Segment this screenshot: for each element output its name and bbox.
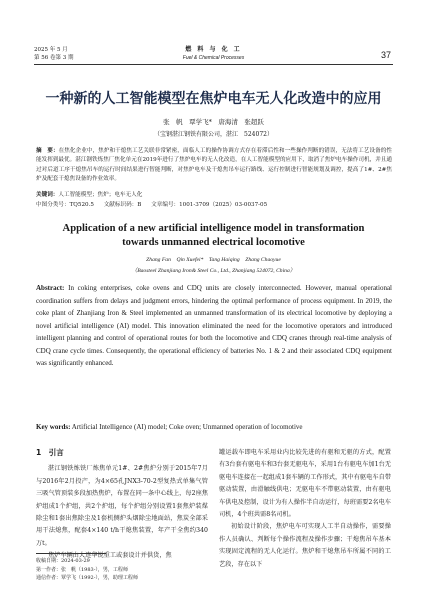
volume-issue: 第 56 卷第 3 期 xyxy=(34,55,74,61)
abstract-en xyxy=(36,282,392,370)
body-paragraph: 焦炉车辆由大连华锐重工或套设计并供货，焦 xyxy=(48,552,172,560)
issue-date: 2025 年 5 月 xyxy=(34,47,68,53)
first-author-note: 第一作者：张 帆（1983-），男，工程师 xyxy=(36,566,128,573)
title-en-line-2: towards unmanned electrical locomotive xyxy=(122,237,305,248)
keywords-cn-label: 关键词： xyxy=(36,192,59,198)
body-paragraph: 湛江钢铁炼铁厂炼焦单元1#、2#焦炉分别于2015年7月与2016年2月投产，为4×65孔JNX3-70-2型复热式单集气管三吸气管顶装多段加热焦炉，布置在同一条中心线上，每2座焦炉组成1个炉组，共2个炉组，每个炉组分别设置1套焦炉装煤除尘和1套出焦除尘及1套机侧炉头烟除尘地面站，焦炭全部采用干法熄焦，配套4×140 t/h干熄焦装置，年产干全焦约340万t。 xyxy=(36,465,208,547)
keywords-cn xyxy=(36,190,142,198)
received-date: 收稿日期：2024-03-29 xyxy=(36,558,90,564)
journal-name-en: Fuel & Chemical Processes xyxy=(182,55,245,61)
keywords-en xyxy=(36,423,392,431)
keywords-cn-text: 人工智能模型；焦炉；电车无人化 xyxy=(58,192,143,198)
body-column-right xyxy=(219,447,391,571)
abstract-en-label: Abstract: xyxy=(36,284,65,292)
document-code: 文献标识码：B xyxy=(103,202,142,208)
abstract-cn xyxy=(36,147,392,184)
body-column-left xyxy=(36,447,208,563)
title-en-line-1: Application of a new artificial intelligence model in transformation xyxy=(62,223,365,234)
body-paragraph: 初始设计阶段，焦炉电车可实现人工半自动操作，需要操作人员确认、判断每个操作流程及操作步骤；干熄焦吊车基本实现固定流程的无人化运行。焦炉和干熄焦吊车所属不同的工艺段，存在以下 xyxy=(219,523,391,568)
running-header-journal xyxy=(0,46,427,62)
classification-row xyxy=(36,200,275,208)
footnote-divider xyxy=(36,553,106,554)
article-title-en xyxy=(0,222,427,250)
header-divider xyxy=(34,64,393,65)
journal-name-cn: 燃 料 与 化 工 xyxy=(185,46,242,53)
body-paragraph: 罐运载车即电车采用业内比较先进的有驱和无驱的方式，配置有3台套有驱电车和3台套无驱电车，采用1台有驱电车加1台无驱电车连接在一起组成1套车辆的工作形式，其中有驱电车自带驱动装置，由滑触线供电；无驱电车不带驱动装置，由有驱电车供电及控制，设计为有人操作半自动运行，每班需要2名电车司机，4个班共需8名司机。 xyxy=(219,449,391,519)
authors-cn: 张 帆 覃学飞* 唐海清 张超跃 xyxy=(163,118,264,126)
footnote xyxy=(36,557,216,583)
abstract-cn-label: 摘 要： xyxy=(36,148,59,154)
affiliation-en: （Baosteel Zhanjiang Iron& Steel Co., Ltd., Zhanjiang 524072, China） xyxy=(131,268,296,274)
section-heading-introduction: 1 引言 xyxy=(36,448,64,457)
affiliation-cn: （宝钢湛江钢铁有限公司，湛江 524072） xyxy=(154,131,273,138)
keywords-en-label: Key words: xyxy=(36,423,71,431)
article-number: 文章编号：1001-3709（2025）03-0037-05 xyxy=(151,202,268,208)
abstract-cn-text: 在焦化企业中，焦炉和干熄焦工艺关联非常紧密，面临人工的操作协调方式存在着滞后性和一些操作判断的错误，无法将工艺设备的性能发挥到最优。湛江钢铁炼焦厂焦化单元在2019年进行了焦炉电车的无人化改造，在人工智能模型的应用下，取消了焦炉电车操作司机，并且通过对后道工序干熄焦吊车的运行时间结果进行智能判断，对焦炉电车及干熄焦吊车运行路线、运行控制进行智能规划及调控，提高了1#、2#焦炉及配套干熄焦设备的作业效率。 xyxy=(36,148,392,182)
keywords-en-text: Artificial Intelligence (AI) model; Coke oven; Unmanned operation of locomotive xyxy=(71,423,303,431)
article-title-cn: 一种新的人工智能模型在焦炉电车无人化改造中的应用 xyxy=(45,91,382,107)
abstract-en-text: In coking enterprises, coke ovens and CDQ units are closely interconnected. However, manual operational coordination suffers from delays and judgment errors, hindering the optimal performance of process equipment. In 2019, the coke plant of Zhanjiang Iron & Steel implemented an unmanned transformation of its electrical locomotive by deploying a novel artificial intelligence (AI) model. This innovation eliminated the need for the locomotive operators and introduced intelligent planning and control of operational routes for both the locomotive and CDQ cranes through real-time analysis of CDQ crane cycle times. Consequently, the operational efficiency of batteries No. 1 & 2 and their associated CDQ equipment was significantly enhanced. xyxy=(36,284,392,367)
corresponding-author-note: 通信作者：覃学飞（1992-），男，助理工程师 xyxy=(36,575,138,581)
authors-en: Zhang Fan Qin Xuefei* Tang Haiqing Zhang Chaoyue xyxy=(146,257,281,263)
page-number: 37 xyxy=(380,50,391,60)
class-number: 中图分类号：TQ520.5 xyxy=(36,202,94,208)
